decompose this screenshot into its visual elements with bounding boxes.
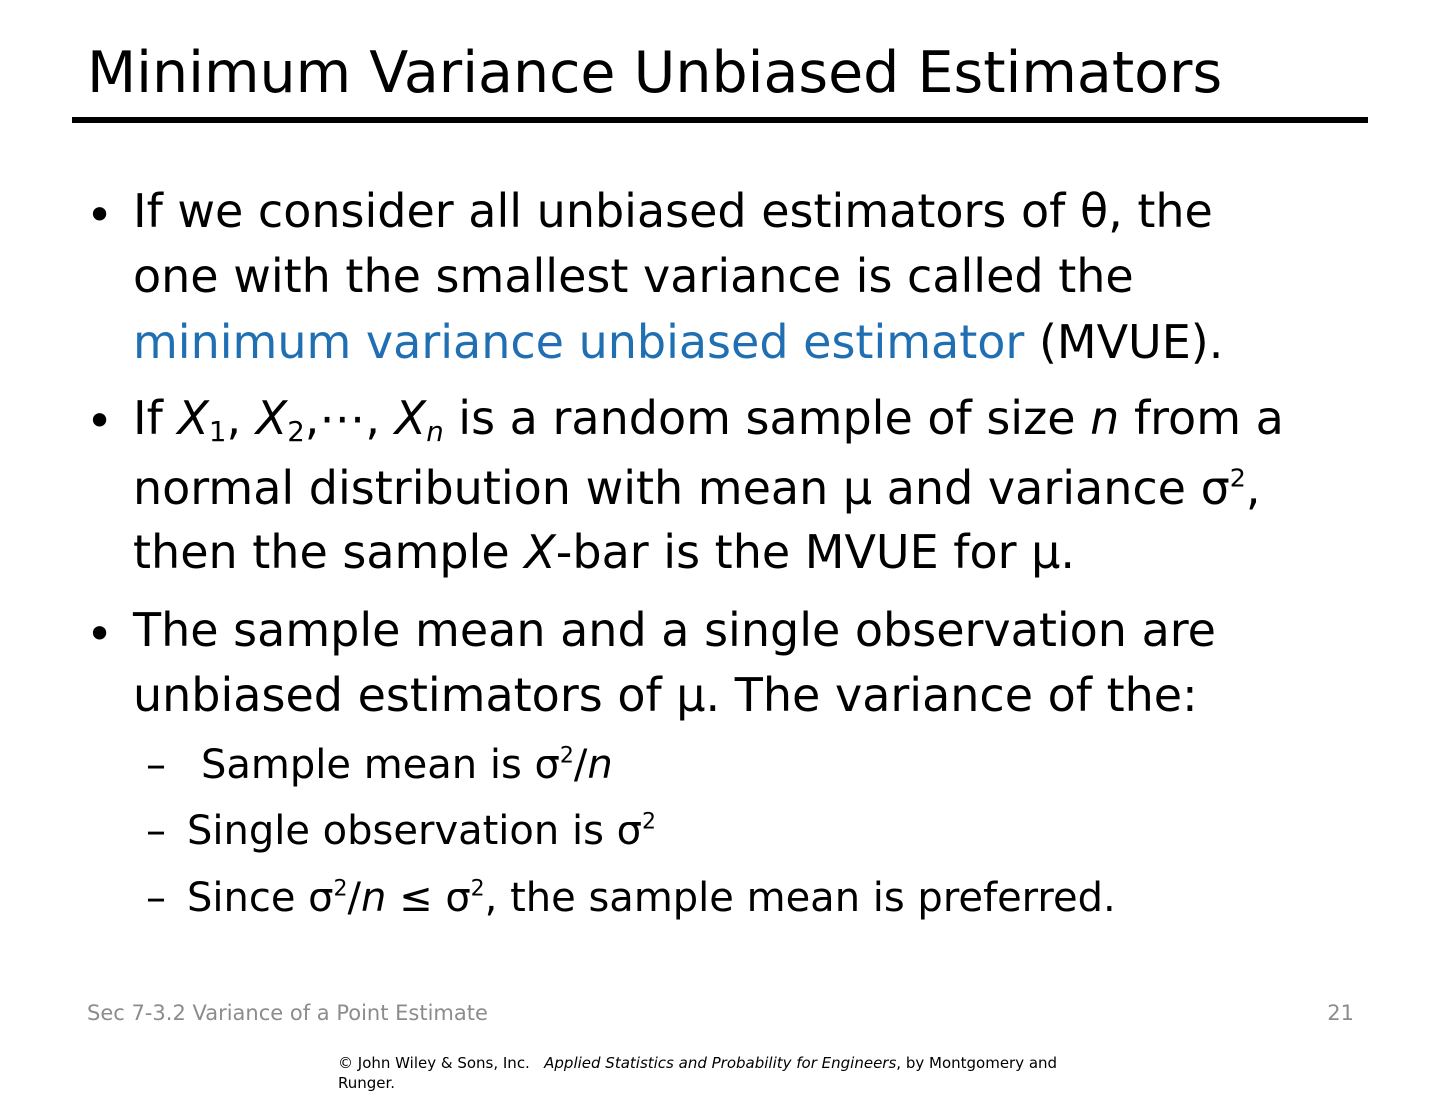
bullet-1-marker: • — [86, 188, 114, 242]
variable-n: n — [1090, 391, 1120, 445]
variable-x1: X — [177, 391, 209, 445]
bullet-3-line-1: The sample mean and a single observation are — [133, 603, 1216, 657]
copyright-prefix: © John Wiley & Sons, Inc. — [338, 1054, 545, 1072]
page-number: 21 — [1327, 1001, 1354, 1025]
text-span: , — [1245, 461, 1261, 515]
superscript-2: 2 — [641, 809, 656, 835]
text-span: ,⋯, — [304, 391, 395, 445]
mvue-term: minimum variance unbiased estimator — [133, 315, 1025, 369]
bullet-1-line-2: one with the smallest variance is called the — [133, 249, 1134, 303]
subitem-2-dash: – — [146, 808, 166, 854]
book-title: Applied Statistics and Probability for Engineers — [544, 1054, 897, 1072]
superscript-2: 2 — [333, 876, 348, 902]
bullet-3-marker: • — [86, 607, 114, 661]
subscript-1: 1 — [208, 414, 227, 448]
variable-x: X — [524, 525, 556, 579]
text-span: from a — [1119, 391, 1284, 445]
superscript-2: 2 — [1229, 463, 1246, 493]
text-span: then the sample — [133, 525, 525, 579]
bullet-1-line-1: If we consider all unbiased estimators of θ, the — [133, 184, 1213, 238]
text-span: / — [573, 742, 588, 788]
bullet-2-line-1 — [133, 388, 1284, 448]
title-underline — [72, 117, 1368, 123]
footer-section-label: Sec 7-3.2 Variance of a Point Estimate — [87, 1001, 488, 1025]
mvue-abbreviation: (MVUE). — [1024, 315, 1224, 369]
text-span: / — [347, 875, 362, 921]
superscript-2: 2 — [470, 876, 485, 902]
variable-n: n — [587, 742, 613, 788]
text-span: , — [226, 391, 256, 445]
variable-xn: X — [394, 391, 427, 445]
slide-title: Minimum Variance Unbiased Estimators — [87, 40, 1223, 106]
text-span: is a random sample of size — [443, 391, 1091, 445]
variable-x2: X — [255, 391, 288, 445]
copyright-notice — [338, 1053, 1098, 1093]
text-span: Single observation is σ — [187, 808, 642, 854]
text-span: ≤ σ — [386, 875, 471, 921]
text-span: Since σ — [187, 875, 334, 921]
text-span: -bar is the MVUE for μ. — [555, 525, 1076, 579]
text-span: , the sample mean is preferred. — [484, 875, 1116, 921]
bullet-2-line-3 — [133, 522, 1075, 582]
subitem-1-dash: – — [146, 742, 166, 788]
subitem-1 — [201, 738, 613, 792]
copyright-suffix: , by Montgomery and Runger. — [338, 1054, 1058, 1092]
subitem-3 — [187, 871, 1116, 925]
variable-n: n — [361, 875, 387, 921]
superscript-2: 2 — [559, 743, 574, 769]
text-span: normal distribution with mean μ and variance σ — [133, 461, 1230, 515]
subscript-2: 2 — [287, 414, 305, 448]
bullet-2-marker: • — [86, 394, 114, 448]
bullet-1-line-3 — [133, 312, 1223, 372]
subitem-2 — [187, 804, 656, 858]
text-span: If — [133, 391, 178, 445]
subitem-3-dash: – — [146, 875, 166, 921]
bullet-3-line-2: unbiased estimators of μ. The variance of the: — [133, 668, 1198, 722]
bullet-2-line-2 — [133, 458, 1260, 518]
subscript-n: n — [426, 414, 444, 448]
text-span: Sample mean is σ — [201, 742, 560, 788]
